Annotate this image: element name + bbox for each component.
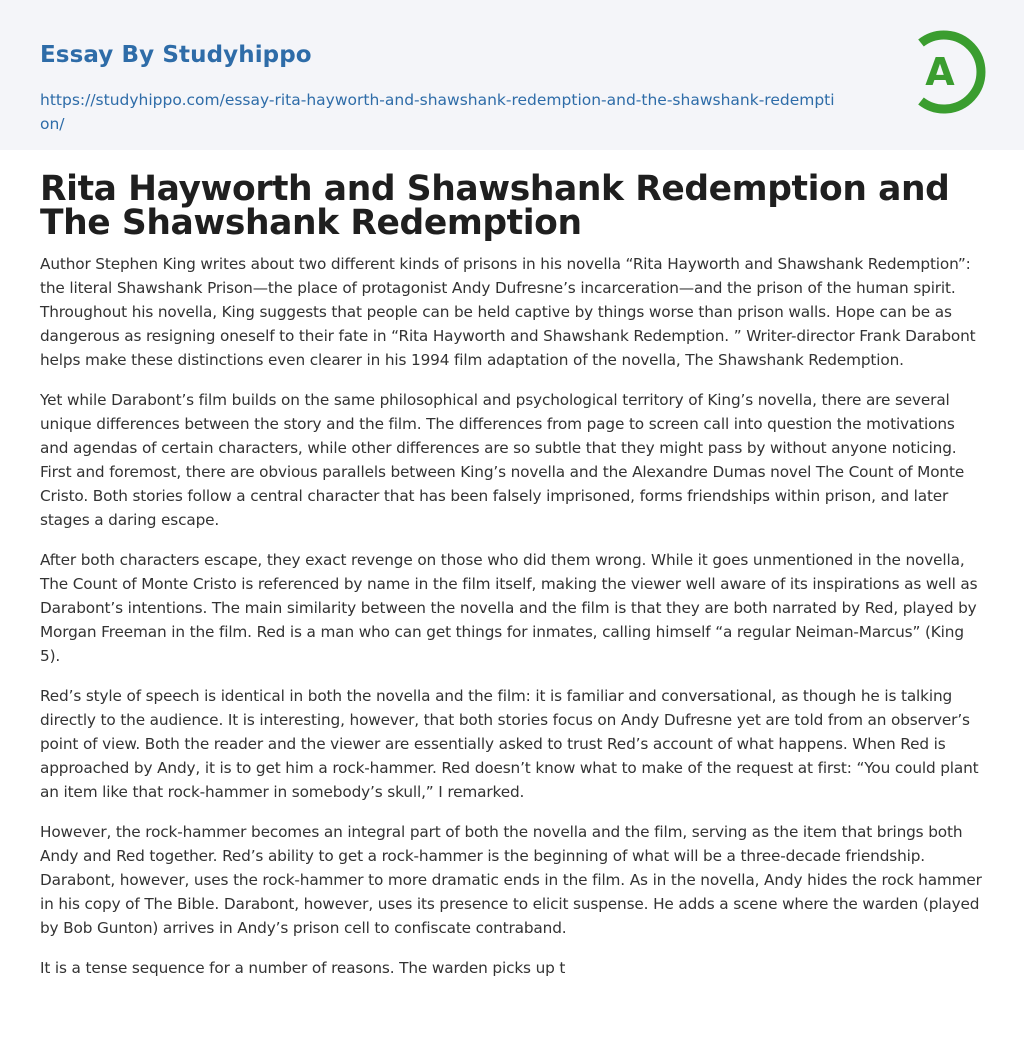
article-paragraph: Red’s style of speech is identical in both the novella and the film: it is familiar and conversational, as though he is talking directly to the audience. It is interesting, however, that both stories focus on Andy Dufresne yet are told from an observer’s point of view. Both the reader and the viewer are essentially asked to trust Red’s account of what happens. When Red is approached by Andy, it is to get him a rock-hammer. Red doesn’t know what to make of the request at first: “You could plant an item like that rock-hammer in somebody’s skull,” I remarked. xyxy=(40,687,979,801)
article-title: Rita Hayworth and Shawshank Redemption and The Shawshank Redemption xyxy=(40,169,950,243)
studyhippo-a-logo-icon[interactable] xyxy=(912,29,986,115)
article-paragraph: It is a tense sequence for a number of reasons. The warden picks up t xyxy=(40,959,566,977)
logo-letter: A xyxy=(925,50,955,94)
site-header xyxy=(0,0,1024,150)
essay-url-link[interactable]: https://studyhippo.com/essay-rita-hayworth-and-shawshank-redemption-and-the-shawshank-redemption/ xyxy=(40,91,835,133)
article xyxy=(0,169,1024,980)
site-brand-title[interactable]: Essay By Studyhippo xyxy=(40,42,312,68)
article-paragraph: Yet while Darabont’s film builds on the same philosophical and psychological territory of King’s novella, there are several unique differences between the story and the film. The differences from page to screen call into question the motivations and agendas of certain characters, while other differences are so subtle that they might pass by without anyone noticing. First and foremost, there are obvious parallels between King’s novella and the Alexandre Dumas novel The Count of Monte Cristo. Both stories follow a central character that has been falsely imprisoned, forms friendships within prison, and later stages a daring escape. xyxy=(40,391,965,529)
article-paragraph: However, the rock-hammer becomes an integral part of both the novella and the film, serving as the item that brings both Andy and Red together. Red’s ability to get a rock-hammer is the beginning of what will be a three-decade friendship. Darabont, however, uses the rock-hammer to more dramatic ends in the film. As in the novella, Andy hides the rock hammer in his copy of The Bible. Darabont, however, uses its presence to elicit suspense. He adds a scene where the warden (played by Bob Gunton) arrives in Andy’s prison cell to confiscate contraband. xyxy=(40,823,982,937)
article-paragraph: Author Stephen King writes about two different kinds of prisons in his novella “Rita Hayworth and Shawshank Redemption”: the literal Shawshank Prison—the place of protagonist Andy Dufresne’s incarceration—and the prison of the human spirit. Throughout his novella, King suggests that people can be held captive by things worse than prison walls. Hope can be as dangerous as resigning oneself to their fate in “Rita Hayworth and Shawshank Redemption. ” Writer-director Frank Darabont helps make these distinctions even clearer in his 1994 film adaptation of the novella, The Shawshank Redemption. xyxy=(40,255,976,369)
article-paragraph: After both characters escape, they exact revenge on those who did them wrong. While it goes unmentioned in the novella, The Count of Monte Cristo is referenced by name in the film itself, making the viewer well aware of its inspirations as well as Darabont’s intentions. The main similarity between the novella and the film is that they are both narrated by Red, played by Morgan Freeman in the film. Red is a man who can get things for inmates, calling himself “a regular Neiman-Marcus” (King 5). xyxy=(40,551,978,665)
